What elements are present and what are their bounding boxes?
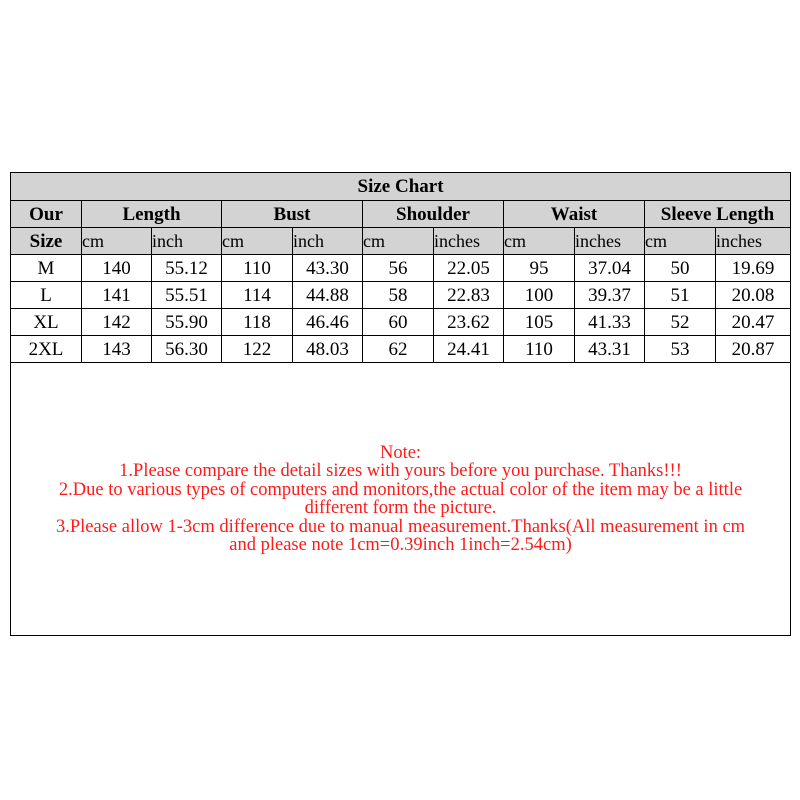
table-cell: 44.88 (293, 282, 363, 309)
table-cell: 20.87 (716, 336, 791, 363)
table-cell: 37.04 (575, 255, 645, 282)
table-cell: 58 (363, 282, 434, 309)
table-row (11, 336, 791, 363)
table-cell: 46.46 (293, 309, 363, 336)
table-cell: 55.51 (152, 282, 222, 309)
table-cell: 43.31 (575, 336, 645, 363)
group-header-shoulder: Shoulder (363, 201, 504, 228)
table-cell: 110 (222, 255, 293, 282)
size-chart-table (10, 172, 791, 636)
note-line: 3.Please allow 1-3cm difference due to manual measurement.Thanks(All measurement in cm (55, 516, 746, 537)
table-cell: 23.62 (434, 309, 504, 336)
unit-label: inches (434, 228, 504, 255)
note-line: and please note 1cm=0.39inch 1inch=2.54cm) (229, 535, 572, 555)
table-cell: 52 (645, 309, 716, 336)
table-cell: 56.30 (152, 336, 222, 363)
table-cell: 122 (222, 336, 293, 363)
table-cell: 140 (82, 255, 152, 282)
table-cell: 19.69 (716, 255, 791, 282)
table-cell: 50 (645, 255, 716, 282)
table-cell: 56 (363, 255, 434, 282)
note-line: different form the picture. (304, 498, 497, 518)
unit-label: cm (82, 228, 152, 255)
table-cell: 48.03 (293, 336, 363, 363)
size-cell: M (11, 255, 82, 282)
table-cell: 118 (222, 309, 293, 336)
table-cell: 60 (363, 309, 434, 336)
table-cell: 143 (82, 336, 152, 363)
size-header-bottom: Size (11, 228, 82, 255)
unit-label: cm (645, 228, 716, 255)
size-header-top: Our (11, 201, 82, 228)
table-cell: 51 (645, 282, 716, 309)
group-header-bust: Bust (222, 201, 363, 228)
table-cell: 110 (504, 336, 575, 363)
table-cell: 20.47 (716, 309, 791, 336)
table-cell: 62 (363, 336, 434, 363)
size-cell: 2XL (11, 336, 82, 363)
table-cell: 22.05 (434, 255, 504, 282)
table-cell: 100 (504, 282, 575, 309)
unit-label: inches (575, 228, 645, 255)
group-header-length: Length (82, 201, 222, 228)
size-cell: L (11, 282, 82, 309)
table-cell: 142 (82, 309, 152, 336)
table-cell: 43.30 (293, 255, 363, 282)
size-cell: XL (11, 309, 82, 336)
table-row (11, 282, 791, 309)
table-cell: 105 (504, 309, 575, 336)
table-cell: 53 (645, 336, 716, 363)
group-header-waist: Waist (504, 201, 645, 228)
table-row (11, 309, 791, 336)
table-row (11, 255, 791, 282)
table-cell: 114 (222, 282, 293, 309)
table-cell: 20.08 (716, 282, 791, 309)
note-heading: Note: (379, 442, 422, 463)
group-header-sleeve-length: Sleeve Length (645, 201, 791, 228)
note-line: 1.Please compare the detail sizes with yours before you purchase. Thanks!!! (119, 461, 682, 481)
table-cell: 41.33 (575, 309, 645, 336)
table-cell: 55.90 (152, 309, 222, 336)
table-cell: 95 (504, 255, 575, 282)
unit-label: inches (716, 228, 791, 255)
table-cell: 39.37 (575, 282, 645, 309)
notes-section (11, 363, 791, 636)
unit-label: inch (152, 228, 222, 255)
unit-label: inch (293, 228, 363, 255)
unit-label: cm (363, 228, 434, 255)
table-cell: 24.41 (434, 336, 504, 363)
table-cell: 55.12 (152, 255, 222, 282)
table-cell: 22.83 (434, 282, 504, 309)
table-title: Size Chart (11, 173, 791, 201)
table-cell: 141 (82, 282, 152, 309)
note-line: 2.Due to various types of computers and monitors,the actual color of the item may be a little (58, 479, 743, 500)
unit-label: cm (504, 228, 575, 255)
unit-label: cm (222, 228, 293, 255)
